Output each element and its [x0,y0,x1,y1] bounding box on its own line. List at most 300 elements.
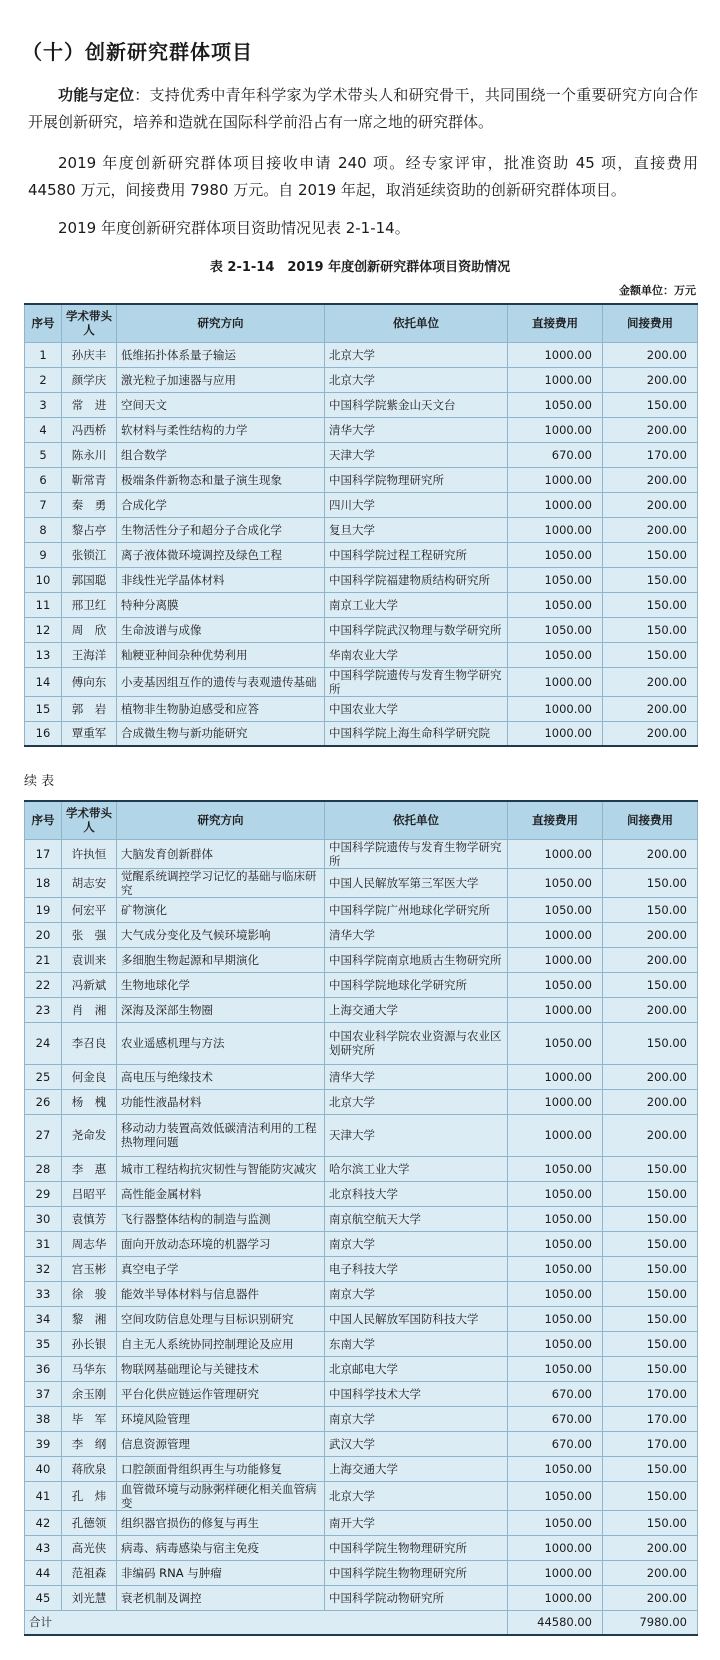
table-row [25,1022,698,1064]
cell-direction: 平台化供应链运作管理研究 [117,1381,325,1406]
cell-leader: 徐 骏 [62,1281,117,1306]
table-row [25,1306,698,1331]
cell-leader: 张 强 [62,922,117,947]
cell-indirect: 150.00 [603,1231,698,1256]
table-row [25,342,698,367]
cell-indirect: 200.00 [603,417,698,442]
header-direction: 研究方向 [117,801,325,839]
cell-no: 41 [25,1481,62,1510]
table-row [25,1535,698,1560]
table-row [25,721,698,746]
cell-no: 27 [25,1114,62,1156]
cell-no: 20 [25,922,62,947]
cell-direct: 1050.00 [508,1481,603,1510]
cell-no: 30 [25,1206,62,1231]
cell-no: 1 [25,342,62,367]
cell-direction: 自主无人系统协同控制理论及应用 [117,1331,325,1356]
cell-no: 35 [25,1331,62,1356]
cell-leader: 宫玉彬 [62,1256,117,1281]
cell-direction: 非编码 RNA 与肿瘤 [117,1560,325,1585]
cell-unit: 中国科学院生物物理研究所 [325,1535,508,1560]
cell-unit: 东南大学 [325,1331,508,1356]
cell-direction: 生命波谱与成像 [117,617,325,642]
cell-leader: 蒋欣泉 [62,1456,117,1481]
cell-indirect: 150.00 [603,642,698,667]
cell-unit: 清华大学 [325,417,508,442]
cell-direct: 1050.00 [508,392,603,417]
cell-no: 12 [25,617,62,642]
cell-indirect: 150.00 [603,1331,698,1356]
cell-no: 10 [25,567,62,592]
cell-no: 33 [25,1281,62,1306]
cell-direct: 1000.00 [508,367,603,392]
cell-unit: 北京大学 [325,367,508,392]
cell-direct: 670.00 [508,442,603,467]
cell-direct: 1050.00 [508,897,603,922]
cell-direction: 飞行器整体结构的制造与监测 [117,1206,325,1231]
cell-leader: 孔德领 [62,1510,117,1535]
cell-direct: 1000.00 [508,997,603,1022]
cell-unit: 中国农业科学院农业资源与农业区划研究所 [325,1022,508,1064]
table-header-row [25,801,698,839]
table-row [25,1256,698,1281]
cell-leader: 杨 槐 [62,1089,117,1114]
cell-direct: 1050.00 [508,1256,603,1281]
cell-indirect: 200.00 [603,667,698,696]
cell-leader: 孙长银 [62,1331,117,1356]
cell-direction: 合成化学 [117,492,325,517]
cell-direct: 1000.00 [508,696,603,721]
cell-no: 19 [25,897,62,922]
cell-indirect: 170.00 [603,442,698,467]
cell-direction: 大脑发育创新群体 [117,839,325,868]
table-row [25,696,698,721]
cell-indirect: 200.00 [603,997,698,1022]
cell-no: 8 [25,517,62,542]
cell-direct: 1050.00 [508,972,603,997]
cell-direct: 1000.00 [508,667,603,696]
cell-leader: 郭 岩 [62,696,117,721]
table-row [25,1156,698,1181]
table-row [25,1481,698,1510]
cell-leader: 冯西桥 [62,417,117,442]
cell-unit: 南京大学 [325,1406,508,1431]
cell-indirect: 150.00 [603,542,698,567]
cell-unit: 南京航空航天大学 [325,1206,508,1231]
intro-label: 功能与定位 [58,86,135,104]
cell-direction: 真空电子学 [117,1256,325,1281]
cell-indirect: 150.00 [603,1281,698,1306]
cell-unit: 中国科学院南京地质古生物研究所 [325,947,508,972]
cell-no: 17 [25,839,62,868]
header-direct: 直接费用 [508,304,603,342]
intro-text: ：支持优秀中青年科学家为学术带头人和研究骨干，共同围绕一个重要研究方向合作开展创新研究，培养和造就在国际科学前沿占有一席之地的研究群体。 [28,86,698,131]
cell-unit: 北京邮电大学 [325,1356,508,1381]
cell-indirect: 150.00 [603,1510,698,1535]
cell-leader: 李 纲 [62,1431,117,1456]
cell-leader: 常 进 [62,392,117,417]
cell-unit: 电子科技大学 [325,1256,508,1281]
cell-leader: 尧命发 [62,1114,117,1156]
cell-direct: 670.00 [508,1431,603,1456]
cell-no: 5 [25,442,62,467]
cell-unit: 中国人民解放军国防科技大学 [325,1306,508,1331]
cell-leader: 张锁江 [62,542,117,567]
cell-leader: 郭国聪 [62,567,117,592]
table-row [25,1406,698,1431]
cell-leader: 袁慎芳 [62,1206,117,1231]
cell-no: 45 [25,1585,62,1610]
cell-direct: 1050.00 [508,1181,603,1206]
cell-direction: 血管微环境与动脉粥样硬化相关血管病变 [117,1481,325,1510]
cell-direct: 1050.00 [508,1331,603,1356]
cell-indirect: 150.00 [603,567,698,592]
cell-indirect: 200.00 [603,1585,698,1610]
cell-direct: 1000.00 [508,492,603,517]
cell-direction: 生物活性分子和超分子合成化学 [117,517,325,542]
cell-unit: 南开大学 [325,1510,508,1535]
cell-unit: 中国科学院福建物质结构研究所 [325,567,508,592]
cell-leader: 范祖森 [62,1560,117,1585]
header-leader: 学术带头人 [62,304,117,342]
cell-direct: 1000.00 [508,1585,603,1610]
cell-direct: 1050.00 [508,642,603,667]
cell-no: 3 [25,392,62,417]
table-row [25,1560,698,1585]
cell-direction: 病毒、病毒感染与宿主免疫 [117,1535,325,1560]
cell-direction: 物联网基础理论与关键技术 [117,1356,325,1381]
cell-indirect: 150.00 [603,1481,698,1510]
cell-no: 29 [25,1181,62,1206]
table-row [25,467,698,492]
table-row [25,642,698,667]
cell-direction: 深海及深部生物圈 [117,997,325,1022]
cell-unit: 北京大学 [325,342,508,367]
cell-indirect: 200.00 [603,947,698,972]
cell-direction: 能效半导体材料与信息器件 [117,1281,325,1306]
header-no: 序号 [25,801,62,839]
cell-leader: 周志华 [62,1231,117,1256]
cell-unit: 中国科学技术大学 [325,1381,508,1406]
cell-unit: 中国科学院动物研究所 [325,1585,508,1610]
cell-no: 11 [25,592,62,617]
cell-indirect: 150.00 [603,1206,698,1231]
cell-indirect: 150.00 [603,1456,698,1481]
cell-leader: 肖 湘 [62,997,117,1022]
cell-unit: 哈尔滨工业大学 [325,1156,508,1181]
intro-paragraph [28,82,698,136]
cell-indirect: 150.00 [603,617,698,642]
table-row [25,492,698,517]
table-row [25,1381,698,1406]
cell-leader: 许执恒 [62,839,117,868]
cell-no: 42 [25,1510,62,1535]
cell-no: 34 [25,1306,62,1331]
cell-indirect: 170.00 [603,1431,698,1456]
cell-leader: 傅向东 [62,667,117,696]
cell-leader: 吕昭平 [62,1181,117,1206]
table-row [25,997,698,1022]
cell-indirect: 200.00 [603,1089,698,1114]
cell-leader: 周 欣 [62,617,117,642]
cell-direct: 1000.00 [508,1114,603,1156]
cell-no: 16 [25,721,62,746]
table-row [25,442,698,467]
cell-direction: 离子液体微环境调控及绿色工程 [117,542,325,567]
cell-leader: 冯新斌 [62,972,117,997]
cell-direction: 空间攻防信息处理与目标识别研究 [117,1306,325,1331]
cell-leader: 刘光慧 [62,1585,117,1610]
cell-leader: 李召良 [62,1022,117,1064]
cell-direct: 1000.00 [508,342,603,367]
cell-indirect: 150.00 [603,1306,698,1331]
cell-unit: 北京大学 [325,1481,508,1510]
cell-no: 23 [25,997,62,1022]
cell-direction: 功能性液晶材料 [117,1089,325,1114]
cell-unit: 天津大学 [325,1114,508,1156]
table-row [25,868,698,897]
table-caption: 表 2-1-14 2019 年度创新研究群体项目资助情况 [209,260,511,275]
cell-direction: 组合数学 [117,442,325,467]
cell-no: 22 [25,972,62,997]
total-direct: 44580.00 [508,1610,603,1635]
cell-direction: 高电压与绝缘技术 [117,1064,325,1089]
cell-direction: 觉醒系统调控学习记忆的基础与临床研究 [117,868,325,897]
table-row [25,1510,698,1535]
cell-leader: 胡志安 [62,868,117,897]
cell-direction: 多细胞生物起源和早期演化 [117,947,325,972]
cell-unit: 南京大学 [325,1231,508,1256]
cell-indirect: 150.00 [603,592,698,617]
cell-direct: 1050.00 [508,567,603,592]
cell-direction: 生物地球化学 [117,972,325,997]
cell-direction: 空间天文 [117,392,325,417]
cell-direction: 合成微生物与新功能研究 [117,721,325,746]
cell-unit: 北京科技大学 [325,1181,508,1206]
table-row [25,1181,698,1206]
cell-no: 38 [25,1406,62,1431]
cell-direct: 1050.00 [508,1022,603,1064]
cell-indirect: 200.00 [603,839,698,868]
cell-direct: 670.00 [508,1406,603,1431]
cell-no: 40 [25,1456,62,1481]
cell-direction: 环境风险管理 [117,1406,325,1431]
table-row [25,1331,698,1356]
unit-note: 金额单位：万元 [619,284,696,297]
table-row [25,542,698,567]
table-row [25,1231,698,1256]
cell-leader: 覃重军 [62,721,117,746]
cell-indirect: 200.00 [603,367,698,392]
table-header-row [25,304,698,342]
cell-direct: 1050.00 [508,1510,603,1535]
cell-indirect: 200.00 [603,721,698,746]
cell-leader: 袁训来 [62,947,117,972]
cell-unit: 中国科学院武汉物理与数学研究所 [325,617,508,642]
table-row [25,367,698,392]
table-row [25,839,698,868]
cell-unit: 天津大学 [325,442,508,467]
cell-leader: 秦 勇 [62,492,117,517]
table-row [25,1114,698,1156]
cell-leader: 余玉刚 [62,1381,117,1406]
cell-unit: 北京大学 [325,1089,508,1114]
table-reference-paragraph: 2019 年度创新研究群体项目资助情况见表 2-1-14。 [58,219,410,237]
cell-leader: 毕 军 [62,1406,117,1431]
header-unit: 依托单位 [325,801,508,839]
cell-indirect: 150.00 [603,1022,698,1064]
cell-direct: 1000.00 [508,467,603,492]
table-body [25,342,698,746]
cell-direction: 籼粳亚种间杂种优势利用 [117,642,325,667]
cell-direct: 1050.00 [508,1456,603,1481]
cell-no: 4 [25,417,62,442]
cell-unit: 中国科学院广州地球化学研究所 [325,897,508,922]
cell-unit: 中国人民解放军第三军医大学 [325,868,508,897]
cell-direction: 非线性光学晶体材料 [117,567,325,592]
funding-table-continued [24,800,698,1636]
cell-unit: 中国科学院地球化学研究所 [325,972,508,997]
cell-no: 13 [25,642,62,667]
table-row [25,1356,698,1381]
cell-indirect: 150.00 [603,392,698,417]
cell-direction: 极端条件新物态和量子演生现象 [117,467,325,492]
cell-direct: 1050.00 [508,592,603,617]
cell-unit: 武汉大学 [325,1431,508,1456]
cell-indirect: 170.00 [603,1381,698,1406]
cell-indirect: 200.00 [603,1560,698,1585]
cell-indirect: 200.00 [603,517,698,542]
cell-indirect: 150.00 [603,1156,698,1181]
header-leader: 学术带头人 [62,801,117,839]
total-row [25,1610,698,1635]
table-row [25,567,698,592]
table-row [25,1585,698,1610]
cell-indirect: 150.00 [603,972,698,997]
cell-indirect: 200.00 [603,342,698,367]
table-row [25,922,698,947]
continued-label: 续 表 [24,774,55,789]
cell-direct: 1000.00 [508,839,603,868]
cell-direction: 组织器官损伤的修复与再生 [117,1510,325,1535]
cell-unit: 中国科学院紫金山天文台 [325,392,508,417]
cell-leader: 黎占亭 [62,517,117,542]
cell-no: 37 [25,1381,62,1406]
cell-direct: 670.00 [508,1381,603,1406]
cell-no: 31 [25,1231,62,1256]
cell-direct: 1000.00 [508,947,603,972]
cell-unit: 上海交通大学 [325,997,508,1022]
cell-unit: 清华大学 [325,1064,508,1089]
cell-leader: 何金良 [62,1064,117,1089]
table-row [25,897,698,922]
header-unit: 依托单位 [325,304,508,342]
cell-indirect: 150.00 [603,1181,698,1206]
table-row [25,617,698,642]
cell-direct: 1050.00 [508,542,603,567]
cell-leader: 何宏平 [62,897,117,922]
cell-direction: 农业遥感机理与方法 [117,1022,325,1064]
cell-direction: 激光粒子加速器与应用 [117,367,325,392]
cell-indirect: 150.00 [603,1256,698,1281]
cell-direction: 信息资源管理 [117,1431,325,1456]
cell-leader: 孔 炜 [62,1481,117,1510]
cell-indirect: 170.00 [603,1406,698,1431]
cell-no: 43 [25,1535,62,1560]
summary-paragraph: 2019 年度创新研究群体项目接收申请 240 项。经专家评审，批准资助 45 项，直接费用 44580 万元，间接费用 7980 万元。自 2019 年起，取消延续资助的创新研究群体项目。 [28,154,698,199]
table-row [25,667,698,696]
table-row [25,1206,698,1231]
cell-direction: 软材料与柔性结构的力学 [117,417,325,442]
total-indirect: 7980.00 [603,1610,698,1635]
cell-no: 36 [25,1356,62,1381]
cell-direction: 衰老机制及调控 [117,1585,325,1610]
cell-unit: 中国科学院上海生命科学研究院 [325,721,508,746]
table-row [25,1281,698,1306]
table-row [25,517,698,542]
cell-no: 15 [25,696,62,721]
cell-indirect: 200.00 [603,492,698,517]
cell-unit: 中国科学院遗传与发育生物学研究所 [325,667,508,696]
cell-leader: 马华东 [62,1356,117,1381]
cell-no: 39 [25,1431,62,1456]
cell-no: 18 [25,868,62,897]
cell-no: 26 [25,1089,62,1114]
cell-unit: 中国科学院遗传与发育生物学研究所 [325,839,508,868]
cell-direction: 高性能金属材料 [117,1181,325,1206]
cell-direct: 1000.00 [508,1089,603,1114]
cell-leader: 李 惠 [62,1156,117,1181]
cell-direct: 1050.00 [508,617,603,642]
table-row [25,1431,698,1456]
table-row [25,972,698,997]
cell-direct: 1050.00 [508,868,603,897]
section-title: （十）创新研究群体项目 [22,40,253,64]
cell-direct: 1050.00 [508,1231,603,1256]
table-row [25,947,698,972]
cell-direct: 1000.00 [508,721,603,746]
cell-direct: 1000.00 [508,922,603,947]
cell-direction: 移动动力装置高效低碳清洁利用的工程热物理问题 [117,1114,325,1156]
cell-leader: 靳常青 [62,467,117,492]
header-direct: 直接费用 [508,801,603,839]
cell-no: 14 [25,667,62,696]
cell-unit: 中国科学院过程工程研究所 [325,542,508,567]
cell-indirect: 150.00 [603,897,698,922]
cell-unit: 中国农业大学 [325,696,508,721]
cell-unit: 南京大学 [325,1281,508,1306]
cell-direct: 1050.00 [508,1281,603,1306]
cell-leader: 黎 湘 [62,1306,117,1331]
cell-direct: 1050.00 [508,1206,603,1231]
table-row [25,592,698,617]
cell-unit: 上海交通大学 [325,1456,508,1481]
cell-direction: 特种分离膜 [117,592,325,617]
cell-indirect: 200.00 [603,922,698,947]
cell-indirect: 200.00 [603,467,698,492]
cell-leader: 王海洋 [62,642,117,667]
cell-leader: 孙庆丰 [62,342,117,367]
cell-direction: 城市工程结构抗灾韧性与智能防灾减灾 [117,1156,325,1181]
cell-unit: 复旦大学 [325,517,508,542]
cell-unit: 中国科学院物理研究所 [325,467,508,492]
cell-direction: 面向开放动态环境的机器学习 [117,1231,325,1256]
cell-no: 25 [25,1064,62,1089]
cell-no: 9 [25,542,62,567]
funding-table [24,303,698,747]
cell-direction: 口腔颌面骨组织再生与功能修复 [117,1456,325,1481]
header-indirect: 间接费用 [603,801,698,839]
